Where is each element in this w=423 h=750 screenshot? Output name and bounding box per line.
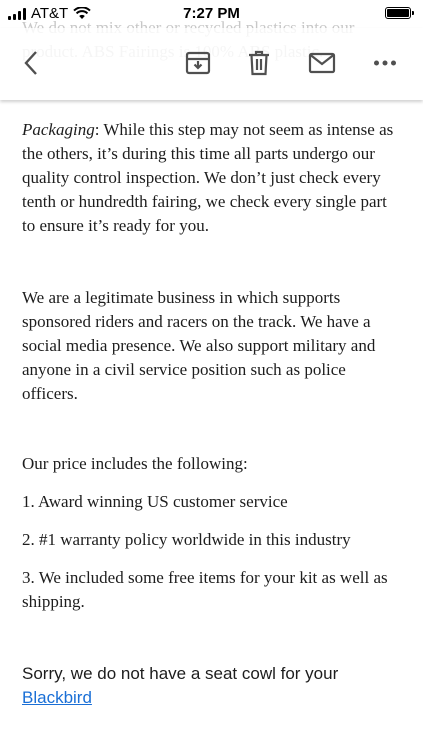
- business-paragraph: We are a legitimate business in which supports sponsored riders and racers on the track. We have a social media presence. We also support military and anyone in a civil service position such as police officers.: [22, 288, 376, 403]
- back-arrow-icon: [21, 49, 41, 77]
- packaging-text: : While this step may not seem as intense as the others, it’s during this time all parts undergo our quality control inspection. We don’t just check every tenth or hundredth fairing, we check every single part to ensure it’s ready for you.: [22, 120, 394, 235]
- packaging-paragraph: [22, 118, 403, 238]
- closing-paragraph: [22, 662, 403, 710]
- blackbird-link[interactable]: Blackbird: [22, 688, 92, 707]
- more-icon: [373, 59, 397, 67]
- closing-text: Sorry, we do not have a seat cowl for your: [22, 664, 339, 683]
- price-intro: Our price includes the following:: [22, 454, 248, 473]
- back-button[interactable]: [14, 46, 48, 80]
- more-options-button[interactable]: [368, 46, 402, 80]
- carrier-name: AT&T: [31, 5, 69, 22]
- email-toolbar: [0, 28, 423, 100]
- status-time: 7:27 PM: [183, 5, 240, 22]
- archive-icon: [185, 50, 211, 76]
- archive-button[interactable]: [181, 46, 215, 80]
- battery-icon: [385, 7, 411, 19]
- packaging-label: Packaging: [22, 120, 95, 139]
- price-item: 3. We included some free items for your kit as well as shipping.: [22, 568, 388, 611]
- trash-icon: [247, 50, 271, 76]
- mark-unread-button[interactable]: [305, 46, 339, 80]
- mail-icon: [308, 52, 336, 74]
- status-bar: [0, 0, 423, 28]
- price-item: 1. Award winning US customer service: [22, 492, 288, 511]
- email-body: [22, 118, 403, 710]
- price-item: 2. #1 warranty policy worldwide in this industry: [22, 530, 351, 549]
- delete-button[interactable]: [242, 46, 276, 80]
